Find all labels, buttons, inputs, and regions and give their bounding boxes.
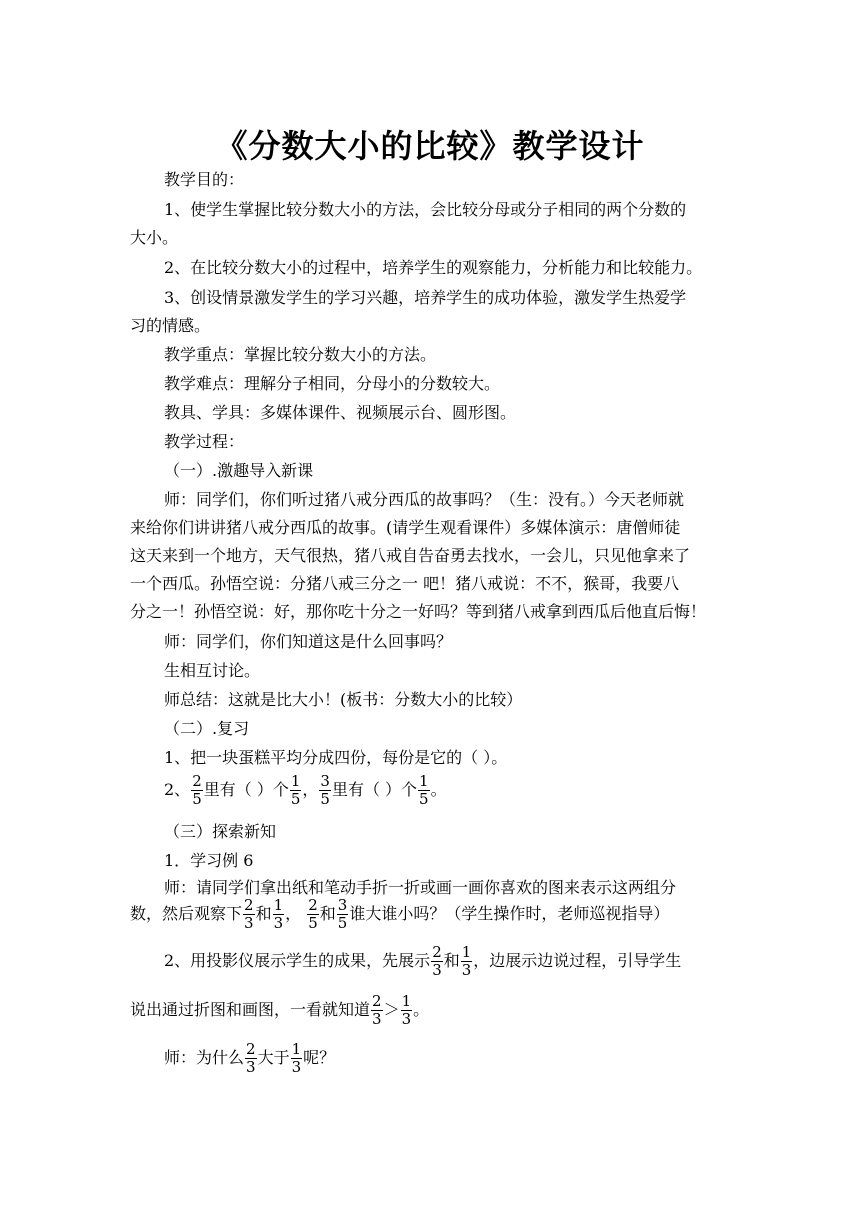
objective-2: 2、在比较分数大小的过程中，培养学生的观察能力，分析能力和比较能力。 — [164, 258, 703, 277]
section-2-heading: （二）.复习 — [164, 719, 250, 738]
fraction-one-third — [273, 897, 285, 932]
fraction-two-thirds — [371, 993, 383, 1028]
numerator: 1 — [419, 772, 429, 790]
numerator: 1 — [273, 896, 284, 914]
text: 呢？ — [303, 1048, 336, 1067]
fraction-two-fifths — [191, 773, 203, 808]
story-line-3: 这天来到一个地方，天气很热，猪八戒自告奋勇去找水，一会儿，只见他拿来了 — [130, 546, 691, 565]
numerator: 2 — [192, 772, 202, 790]
denominator: 3 — [244, 914, 254, 932]
denominator: 3 — [401, 1010, 412, 1028]
q2-text-1: 里有（ ）个 — [203, 780, 289, 799]
story-line-4: 一个西瓜。孙悟空说：分猪八戒三分之一 吧！猪八戒说：不不，猴哥，我要八 — [130, 574, 680, 593]
teacher-question: 师：同学们，你们知道这是什么回事吗？ — [164, 632, 453, 651]
denominator: 5 — [290, 790, 301, 808]
fraction-one-third — [291, 1041, 303, 1076]
text: 2、用投影仪展示学生的成果，先展示 — [164, 951, 431, 970]
paragraph-1-line-1: 师：请同学们拿出纸和笔动手折一折或画一画你喜欢的图来表示这两组分 — [164, 878, 677, 897]
process-heading: 教学过程： — [164, 432, 245, 451]
story-line-5: 分之一！孙悟空说：好，那你吃十分之一好吗？等到猪八戒拿到西瓜后他直后悔！ — [130, 602, 707, 621]
text: 数，然后观察下 — [130, 904, 243, 923]
denominator: 5 — [308, 914, 318, 932]
key-point: 教学重点：掌握比较分数大小的方法。 — [164, 345, 437, 364]
fraction-two-thirds — [431, 944, 443, 979]
paragraph-3 — [164, 1040, 335, 1076]
teacher-summary: 师总结：这就是比大小！(板书：分数大小的比较） — [164, 690, 523, 709]
review-question-2 — [164, 772, 447, 808]
fraction-one-third — [401, 993, 413, 1028]
text: 说出通过折图和画图，一看就知道 — [130, 1000, 371, 1019]
numerator: 1 — [461, 943, 472, 961]
paragraph-1-line-2 — [130, 896, 669, 932]
numerator: 3 — [337, 896, 348, 914]
fraction-one-third — [461, 944, 473, 979]
greater-than-sign: ＞ — [383, 1000, 400, 1019]
fraction-two-thirds — [245, 1041, 257, 1076]
paragraph-2-line-2 — [130, 992, 429, 1028]
story-line-1: 师：同学们，你们听过猪八戒分西瓜的故事吗？（生：没有。）今天老师就 — [164, 490, 685, 509]
objective-3-line-1: 3、创设情景激发学生的学习兴趣，培养学生的成功体验，激发学生热爱学 — [164, 288, 687, 307]
fraction-two-fifths — [307, 897, 319, 932]
objective-1-line-2: 大小。 — [130, 228, 179, 247]
objective-1-line-1: 1、使学生掌握比较分数大小的方法，会比较分母或分子相同的两个分数的 — [164, 200, 687, 219]
fraction-one-fifth — [418, 773, 430, 808]
numerator: 2 — [246, 1040, 256, 1058]
denominator: 5 — [337, 914, 348, 932]
example-6-heading: 1．学习例 6 — [164, 851, 254, 870]
student-discussion: 生相互讨论。 — [164, 661, 261, 680]
numerator: 1 — [401, 992, 412, 1010]
story-line-2: 来给你们讲讲猪八戒分西瓜的故事。(请学生观看课件）多媒体演示：唐僧师徒 — [130, 518, 681, 537]
denominator: 5 — [192, 790, 202, 808]
numerator: 2 — [308, 896, 318, 914]
numerator: 1 — [290, 772, 301, 790]
numerator: 2 — [372, 992, 382, 1010]
difficulty: 教学难点：理解分子相同，分母小的分数较大。 — [164, 374, 501, 393]
q2-comma: ， — [302, 780, 319, 799]
numerator: 2 — [432, 943, 442, 961]
denominator: 5 — [419, 790, 429, 808]
text: ，边展示边说过程，引导学生 — [473, 951, 682, 970]
paragraph-2-line-1 — [164, 943, 681, 979]
fraction-two-thirds — [243, 897, 255, 932]
denominator: 3 — [372, 1010, 382, 1028]
denominator: 3 — [291, 1058, 302, 1076]
denominator: 3 — [273, 914, 284, 932]
text: 谁大谁小吗？（学生操作时，老师巡视指导） — [349, 904, 670, 923]
objectives-heading: 教学目的： — [164, 170, 245, 189]
text: 。 — [413, 1000, 430, 1019]
section-3-heading: （三）探索新知 — [164, 822, 277, 841]
denominator: 3 — [461, 961, 472, 979]
denominator: 5 — [320, 790, 330, 808]
section-1-heading: （一）.激趣导入新课 — [164, 461, 314, 480]
review-question-1: 1、把一块蛋糕平均分成四份，每份是它的（ ）。 — [164, 748, 508, 767]
q2-text-2: 里有（ ）个 — [331, 780, 418, 799]
q2-prefix: 2、 — [164, 780, 191, 799]
q2-end: 。 — [430, 780, 447, 799]
text: 和 — [319, 904, 336, 923]
text: 和 — [255, 904, 272, 923]
text: 大于 — [257, 1048, 290, 1067]
numerator: 2 — [244, 896, 254, 914]
denominator: 3 — [432, 961, 442, 979]
text: 和 — [443, 951, 460, 970]
objective-3-line-2: 习的情感。 — [130, 316, 211, 335]
text: 师：为什么 — [164, 1048, 245, 1067]
numerator: 1 — [291, 1040, 302, 1058]
denominator: 3 — [246, 1058, 256, 1076]
teaching-tools: 教具、学具：多媒体课件、视频展示台、圆形图。 — [164, 403, 517, 422]
document-title: 《分数大小的比较》教学设计 — [215, 127, 645, 165]
fraction-three-fifths — [337, 897, 349, 932]
fraction-three-fifths — [319, 773, 331, 808]
numerator: 3 — [320, 772, 330, 790]
text: ， — [285, 904, 302, 923]
fraction-one-fifth — [290, 773, 302, 808]
